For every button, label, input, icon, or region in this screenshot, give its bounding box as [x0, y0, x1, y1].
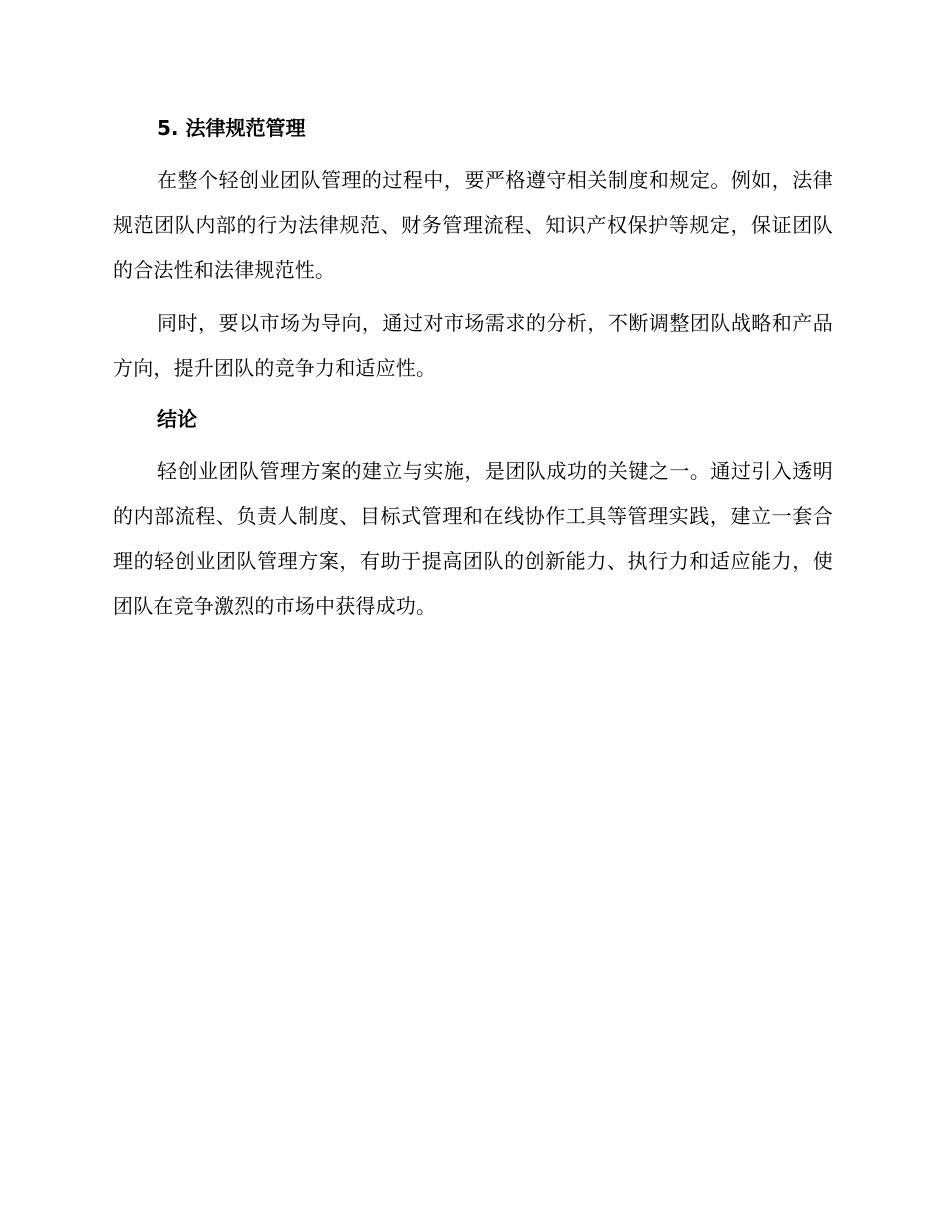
conclusion-paragraph: 轻创业团队管理方案的建立与实施，是团队成功的关键之一。通过引入透明的内部流程、负责人制度、目标式管理和在线协作工具等管理实践，建立一套合理的轻创业团队管理方案，有助于提高团队的创新能力、执行力和适应能力，使团队在竞争激烈的市场中获得成功。	[113, 459, 833, 618]
section-heading: 5. 法律规范管理	[157, 116, 306, 140]
section-paragraph-1: 在整个轻创业团队管理的过程中，要严格遵守相关制度和规定。例如，法律规范团队内部的行为法律规范、财务管理流程、知识产权保护等规定，保证团队的合法性和法律规范性。	[113, 168, 833, 282]
conclusion-heading: 结论	[157, 407, 197, 431]
section-paragraph-2: 同时，要以市场为导向，通过对市场需求的分析，不断调整团队战略和产品方向，提升团队的竞争力和适应性。	[113, 311, 833, 380]
document-body	[113, 112, 833, 629]
